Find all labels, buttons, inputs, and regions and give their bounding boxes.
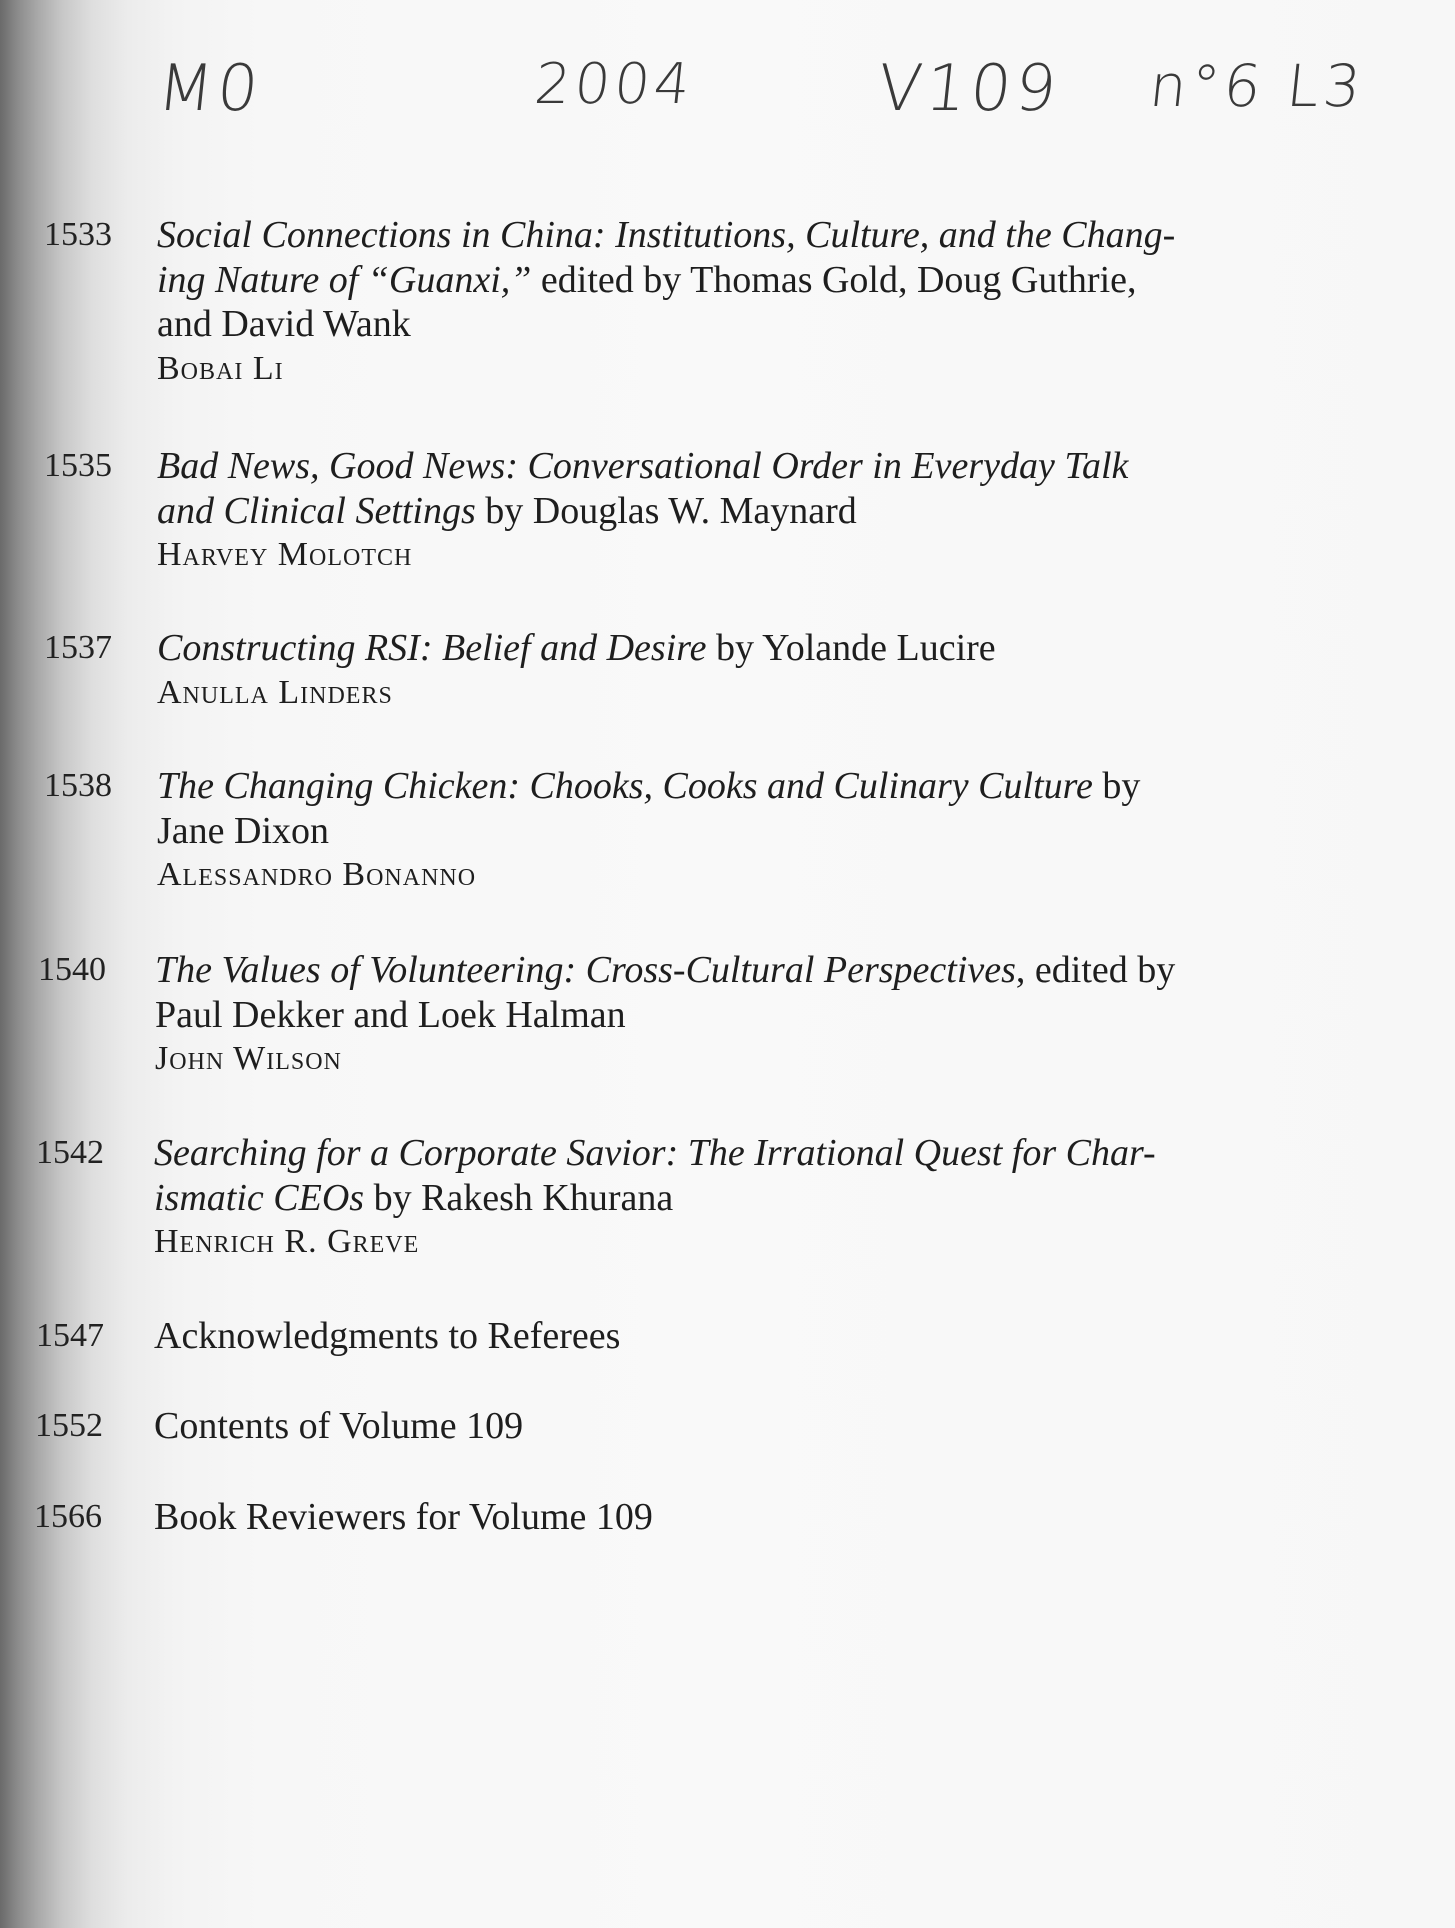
title-text-italic: ismatic CEOs: [154, 1176, 365, 1219]
title-line: [157, 213, 1335, 258]
title-text: , edited by: [1015, 949, 1176, 991]
section-title: Contents of Volume 109: [154, 1405, 524, 1447]
title-line: [157, 489, 1335, 534]
entry-page-number: 1533: [44, 216, 112, 253]
reviewer-name: Bobai Li: [157, 349, 284, 387]
entry-title: [157, 444, 1335, 533]
entry-title: [157, 764, 1335, 853]
entry-title: [154, 1131, 1332, 1220]
title-text-italic: Searching for a Corporate Savior: The Irrational Quest for Char-: [154, 1132, 1156, 1174]
title-text-italic: Constructing RSI: Belief and Desire: [157, 627, 707, 669]
entry-body: [157, 213, 1335, 391]
handwritten-volume: V109: [874, 52, 1064, 126]
entry-body: [154, 1131, 1332, 1265]
title-line: [154, 1176, 1332, 1221]
section-title: Acknowledgments to Referees: [154, 1315, 621, 1357]
section-page-number: 1552: [35, 1407, 103, 1444]
entry-title: [157, 213, 1335, 347]
section-title: Book Reviewers for Volume 109: [154, 1496, 653, 1538]
title-text: Jane Dixon: [157, 809, 330, 852]
title-text-italic: Social Connections in China: Institutions, Culture, and the Chang-: [157, 214, 1176, 256]
handwritten-issue-number: n°6: [1146, 52, 1269, 120]
title-text-italic: The Values of Volunteering: Cross-Cultural Perspectives: [155, 949, 1016, 991]
reviewer-name: Henrich R. Greve: [154, 1223, 420, 1260]
title-text: and David Wank: [157, 303, 411, 345]
title-text: by Douglas W. Maynard: [475, 489, 857, 532]
title-text-italic: ing Nature of “Guanxi,”: [157, 258, 532, 301]
handwritten-year: 2004: [531, 52, 697, 117]
title-line: [157, 258, 1335, 303]
title-line: [157, 626, 1335, 671]
entry-page-number: 1540: [38, 951, 106, 988]
title-text: by Rakesh Khurana: [364, 1176, 674, 1219]
handwritten-call-number: M0: [154, 52, 266, 126]
title-line: [154, 1131, 1332, 1176]
entry-page-number: 1537: [44, 629, 112, 666]
entry-title: [157, 626, 1335, 671]
reviewer-name: Harvey Molotch: [157, 536, 413, 573]
title-line: [155, 993, 1333, 1038]
title-text: by Yolande Lucire: [706, 627, 996, 669]
reviewer-name: Alessandro Bonanno: [157, 856, 477, 893]
title-line: [155, 948, 1333, 993]
entry-page-number: 1542: [36, 1134, 104, 1171]
title-line: [157, 764, 1335, 809]
title-line: [157, 444, 1335, 489]
title-text-italic: Bad News, Good News: Conversational Order in Everyday Talk: [157, 445, 1129, 487]
entry-page-number: 1535: [44, 447, 112, 484]
title-line: [157, 809, 1335, 854]
entry-body: [157, 626, 1335, 715]
title-text: by: [1092, 765, 1141, 807]
entry-body: [157, 444, 1335, 578]
entry-body: [155, 948, 1333, 1082]
entry-page-number: 1538: [44, 767, 112, 804]
reviewer-name: Anulla Linders: [157, 673, 393, 711]
section-page-number: 1566: [34, 1498, 102, 1535]
handwritten-issue: [1146, 52, 1367, 120]
section-page-number: 1547: [36, 1317, 104, 1354]
title-text-italic: and Clinical Settings: [157, 489, 476, 532]
reviewer-name: John Wilson: [155, 1040, 342, 1077]
entry-body: [157, 764, 1335, 898]
title-text: edited by Thomas Gold, Doug Guthrie,: [531, 258, 1137, 301]
handwritten-code: L3: [1283, 52, 1368, 120]
entry-title: [155, 948, 1333, 1037]
title-line: [157, 302, 1335, 347]
title-text-italic: The Changing Chicken: Chooks, Cooks and Culinary Culture: [157, 765, 1093, 807]
title-text: Paul Dekker and Loek Halman: [155, 993, 626, 1036]
